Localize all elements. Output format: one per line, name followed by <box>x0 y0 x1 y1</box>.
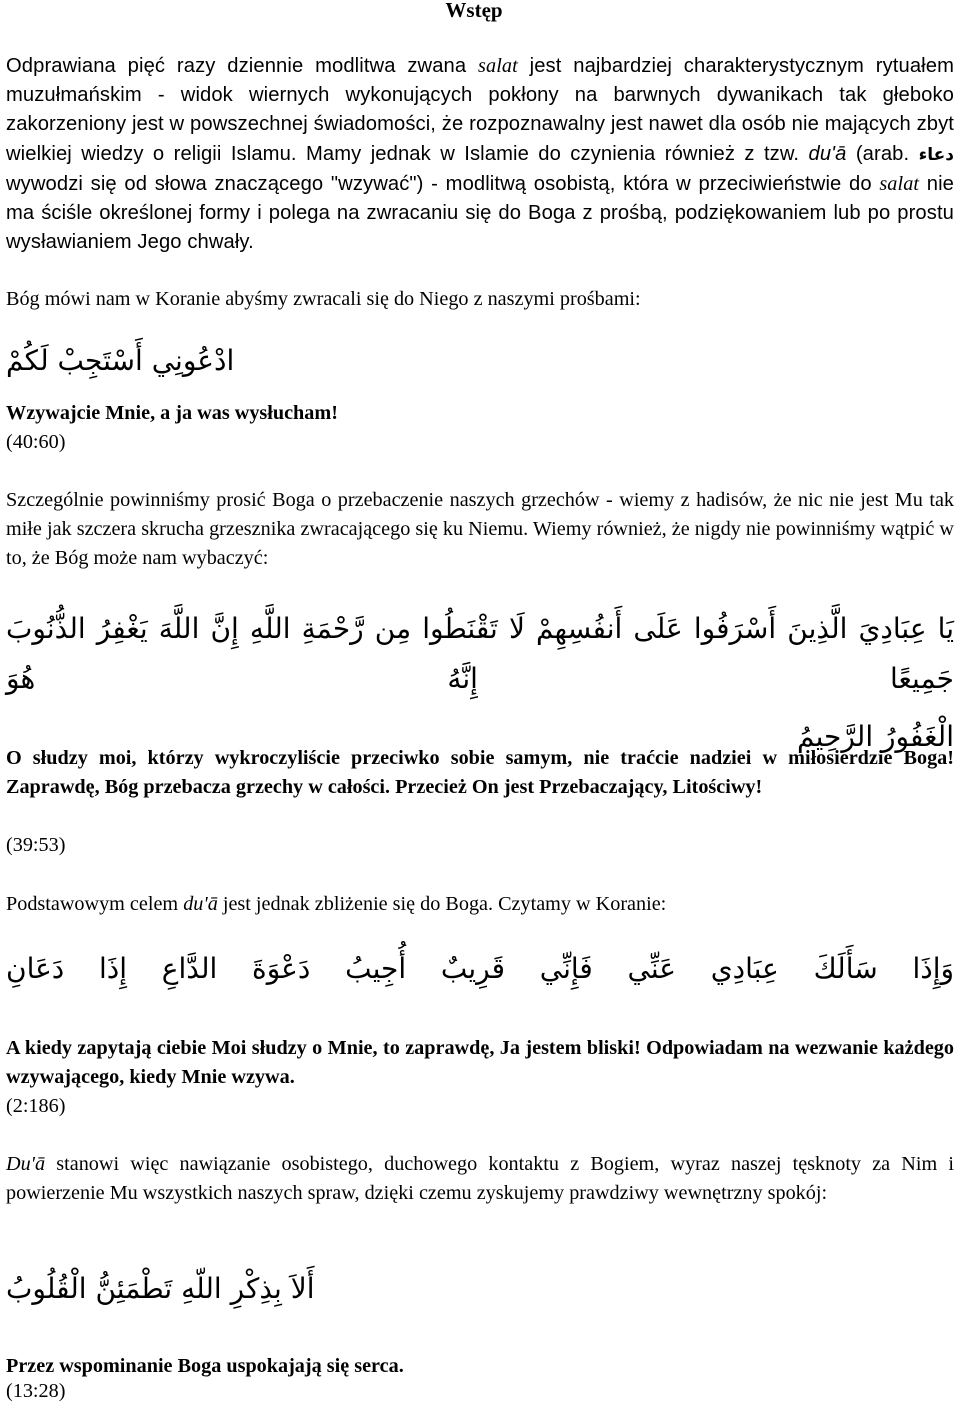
intro-text-1: Odprawiana pięć razy dziennie modlitwa zwana <box>6 55 479 77</box>
term-dua: du'ā <box>808 142 847 165</box>
verse4-translation: Przez wspominanie Boga uspokajają się serca. <box>6 1355 404 1377</box>
verse3-arabic: وَإِذَا سَأَلَكَ عِبَادِي عَنِّي فَإِنِّي قَرِيبٌ أُجِيبُ دَعْوَةَ الدَّاعِ إِذَا دَعَانِ <box>6 952 954 985</box>
verse3-reference: (2:186) <box>6 1095 66 1117</box>
term-dua-3: Du'ā <box>6 1153 46 1175</box>
verse2-arabic <box>6 604 954 762</box>
term-dua-2: du'ā <box>183 893 218 915</box>
paragraph-closing: Du'ā stanowi więc nawiązanie osobistego, duchowego kontaktu z Bogiem, wyraz naszej tęsknoty za Nim i powierzenie Mu wszystkich naszych spraw, dzięki czemu zyskujemy prawdziwy wewnętrzny spokój: <box>6 1153 954 1204</box>
verse2-translation: O słudzy moi, którzy wykroczyliście przeciwko sobie samym, nie traćcie nadziei w miłosierdzie Boga! Zaprawdę, Bóg przebacza grzechy w całości. Przecież On jest Przebaczający, Litościwy! <box>6 747 954 798</box>
term-salat-2: salat <box>879 172 920 195</box>
paragraph-forgiveness: Szczególnie powinniśmy prosić Boga o przebaczenie naszych grzechów - wiemy z hadisów, że nic nie jest Mu tak miłe jak szczera skrucha grzesznika zwracającego się ku Niemu. Wiemy również, że nigdy nie powinniśmy wątpić w to, że Bóg może nam wybaczyć: <box>6 489 954 569</box>
arabic-word-dua: دعاء <box>918 144 954 165</box>
page-title: Wstęp <box>445 0 503 22</box>
verse4-reference: (13:28) <box>6 1380 66 1402</box>
intro-text-4: wywodzi się od słowa znaczącego "wzywać") - modlitwą osobistą, która w przeciwieństwie do <box>6 172 880 195</box>
intro-text-5: nie ma ściśle określonej formy i polega na zwracaniu się do Boga z prośbą, podziękowaniem lub po prostu wysławianiem Jego chwały. <box>6 172 955 254</box>
term-salat: salat <box>478 55 518 77</box>
verse2-reference: (39:53) <box>6 834 66 856</box>
intro-text-3: (arab. <box>846 142 919 165</box>
koran-intro: Bóg mówi nam w Koranie abyśmy zwracali się do Niego z naszymi prośbami: <box>6 288 641 310</box>
verse2-arabic-line1: يَا عِبَادِيَ الَّذِينَ أَسْرَفُوا عَلَى أَنفُسِهِمْ لَا تَقْنَطُوا مِن رَّحْمَةِ اللَّهِ إِنَّ اللَّهَ يَغْفِرُ الذُّنُوبَ جَمِيعًا إِنَّهُ هُوَ <box>6 612 954 695</box>
verse3-translation: A kiedy zapytają ciebie Moi słudzy o Mnie, to zaprawdę, Ja jestem bliski! Odpowiadam na wezwanie każdego wzywającego, kiedy Mnie wzywa. <box>6 1037 954 1088</box>
verse1-arabic: ادْعُونِي أَسْتَجِبْ لَكُمْ <box>6 344 235 377</box>
verse2-arabic-line2: الْغَفُورُ الرَّحِيمُ <box>796 720 954 753</box>
paragraph-purpose: Podstawowym celem du'ā jest jednak zbliżenie się do Boga. Czytamy w Koranie: <box>6 893 667 915</box>
verse1-reference: (40:60) <box>6 431 66 453</box>
intro-text-2: jest najbardziej charakterystycznym rytuałem muzułmańskim - widok wiernych wykonujących pokłony na barwnych dywanikach tak głeboko zakorzeniony jest w powszechnej świadomości, że rozpoznawalny jest nawet dla osób nie mających zbyt wielkiej wiedzy o religii Islamu. Mamy jednak w Islamie do czynienia również z tzw. <box>6 55 955 165</box>
verse1-translation: Wzywajcie Mnie, a ja was wysłucham! <box>6 402 338 424</box>
verse4-arabic: أَلاَ بِذِكْرِ اللّهِ تَطْمَئِنُّ الْقُلُوبُ <box>6 1272 315 1305</box>
intro-paragraph <box>6 52 954 257</box>
